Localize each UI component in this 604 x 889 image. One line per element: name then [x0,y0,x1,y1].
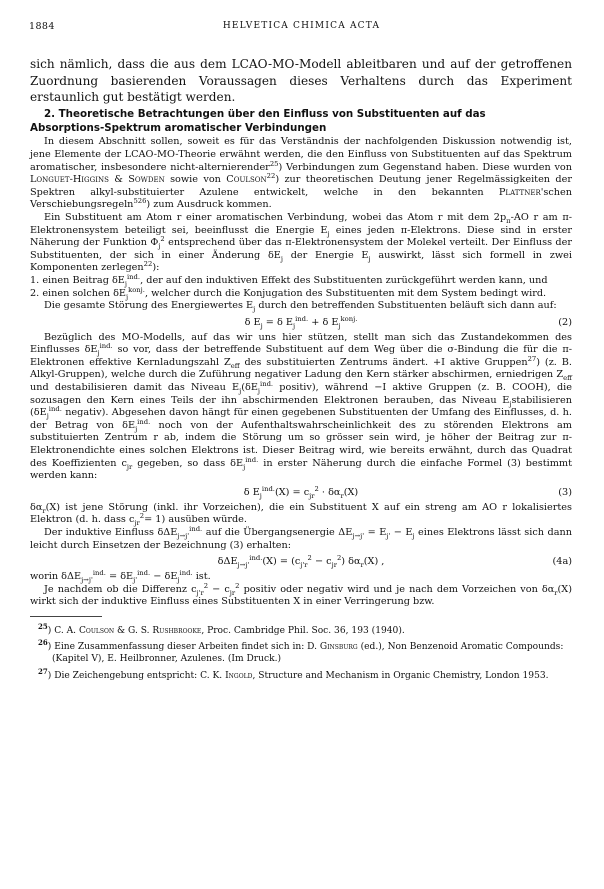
equation-2: δ $E_j = \delta$ $E_j^{ind.} + \delta$ $E_j^{konj.}$ (2) [244,314,572,330]
paragraph-difference: Je nachdem ob die Differenz $c_{j'r}^2 - c_{jr}^2$ positiv oder negativ wird und je nach dem Vorzeichen von $\delta\alpha_r(X)$ wirkt sich der induktive Einfluss eines Substituenten X in einer Verringerung bzw. [30,581,572,608]
footnote-25: $^{25}$) C. A. Coulson & G. S. Rushbrooke, Proc. Cambridge Phil. Soc. 36, 193 (1940). [38,621,405,636]
footnote-27: $^{27}$) Die Zeichengebung entspricht: C. K. Ingold, Structure and Mechanism in Organic Chemistry, London 1953. [38,666,549,681]
equation-3: δ $E_j^{ind.}(X) = c_{jr}^2 \cdot \delta\alpha_r(X)$ (3) [243,484,572,500]
section-heading: 2. Theoretische Betrachtungen über den Einfluss von Substituenten auf das Absorptions-Spektrum aromatischer Verbindungen [30,107,486,134]
footnote-separator [30,616,102,617]
equation-number: (4a) [552,556,572,568]
journal-title: HELVETICA CHIMICA ACTA [222,21,381,31]
paragraph-intro: In diesem Abschnitt sollen, soweit es für das Verständnis der nachfolgenden Diskussion notwendig ist, jene Elemente der LCAO-MO-Theorie erwähnt werden, die den Einfluss von Substituenten auf das Spektrum aromatischer, insbesondere nicht-alternierender$^{25}$) Verbindungen zum Gegenstand haben. Diese wurden von Longuet-Higgins & Sowden sowie von Coulson$^{22}$) zur theoretischen Deutung jener Regelmässigkeiten der Spektren alkyl-substituierter Azulene entwickelt, welche in den bekannten Plattner'schen Verschiebungsregeln$^{526}$) zum Ausdruck kommen. [30,136,572,211]
paragraph-mo-model: Bezüglich des MO-Modells, auf das wir uns hier stützen, stellt man sich das Zustandekommen des Einflusses $\delta E_j^{ind.}$ so vor, dass der betreffende Substituent auf dem Weg über die σ-Bindung die für die π-Elektronen effektive Kernladungszahl $Z_{eff}$ des substituierten Zentrums ändert. +I aktive Gruppen$^{27}$) (z. B. Alkyl-Gruppen), welche durch die Zuführung negativer Ladung den Kern stärker abschirmen, erniedrigen $Z_{eff}$ und destabilisieren damit das Niveau $E_j(\delta E_j^{ind.}$ positiv), während −I aktive Gruppen (z. B. COOH), die sozusagen den Kern eines Teils der ihn abschirmenden Elektronen berauben, das Niveau $E_jstabilisieren$ ($\delta E_j^{ind.}$ negativ). Abgesehen davon hängt für einen gegebenen Substituenten der Umfang des Einflusses, d. h. der Betrag von $\delta E_j^{ind.}$ noch von der Aufenthaltswahrscheinlichkeit des zu störenden Elektrons am substituierten Zentrum r ab, indem die Störung um so grösser sein wird, je höher der Beitrag zur π-Elektronendichte eines solchen Elektrons ist. Dieser Beitrag wird, wie bereits erwähnt, durch das Quadrat des Koeffizienten $c_{jr}$ gegeben, so dass $\delta E_j^{ind.}$ in erster Näherung durch die einfache Formel (3) bestimmt werden kann: [30,331,572,482]
paragraph-perturbation: $\delta\alpha_r(X)$ ist jene Störung (inkl. ihr Vorzeichen), die ein Substituent X auf ein streng am AO r lokalisiertes Elektron (d. h. dass $c_{jr}^2= 1$) ausüben würde. [30,501,572,528]
equation-number: (3) [558,486,572,498]
running-header [29,21,574,35]
paragraph-worin: worin $\delta\Delta E_{j\to j'}^{ind.} = \delta E_{j'}^{ind.} - \delta E_j^{ind.}$ ist. [30,568,211,585]
page-body [30,56,572,682]
page-number: 1884 [29,21,55,32]
footnote-26: $^{26}$) Eine Zusammenfassung dieser Arbeiten findet sich in: D. Ginsburg (ed.), Non Benzenoid Aromatic Compounds: (Kapitel V), E. Heilbronner, Azulenes. (Im Druck.) [38,638,564,665]
paragraph-total: Die gesamte Störung des Energiewertes $E_j$ durch den betreffenden Substituenten beläuft sich dann auf: [44,300,557,314]
list-item-2: 2. einen solchen $\delta E_j^{konj.}$, welcher durch die Konjugation des Substituenten mit dem System bedingt wird. [30,285,547,301]
paragraph-substituent: Ein Substituent am Atom r einer aromatischen Verbindung, wobei das Atom r mit dem $2p_\pi-AO$ r am π-Elektronensystem beteiligt sei, beeinflusst die Energie $E_j$ eines jeden π-Elektrons. Diese sind in erster Näherung der Funktion $\Phi_j^2$ entsprechend über das π-Elektronensystem der Molekel verteilt. Der Einfluss der Substituenten, der sich in einer Änderung $\delta E_j$ der Energie $E_j$ auswirkt, lässt sich formell in zwei Komponenten zerlegen$^{22}$): [30,211,573,274]
equation-4a: $\delta\Delta E_{j\to j'}^{ind.}(X) = (c_{j'r}^2 - c_{jr}^2)$ $\delta\alpha_r(X)$ , (4a) [217,553,572,570]
lead-paragraph: sich nämlich, dass die aus dem LCAO-MO-Modell ableitbaren und auf der getroffenen Zuordnung basierenden Voraussagen dieses Verhaltens durch das Experiment erstaunlich gut bestätigt werden. [30,57,572,105]
paragraph-inductive: Der induktive Einfluss δΔE$_{j\to j'}^{ind.}$ auf die Übergangsenergie $\Delta E_{j\to j'} = E_{j'} - E_j$ eines Elektrons lässt sich dann leicht durch Einsetzen der Bezeichnung (3) erhalten: [30,524,572,551]
list-item-1: 1. einen Beitrag $\delta E_j^{ind.}$, der auf den induktiven Effekt des Substituenten zurückgeführt werden kann, und [30,272,548,288]
equation-number: (2) [558,316,572,328]
